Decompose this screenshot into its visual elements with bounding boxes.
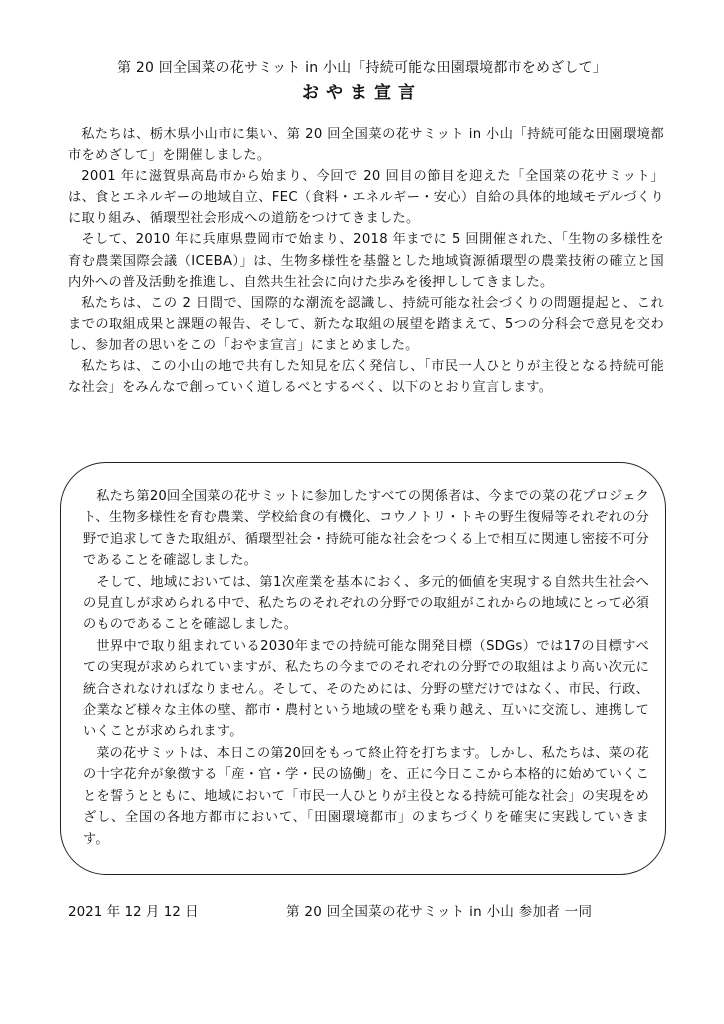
event-subtitle: 第 20 回全国菜の花サミット in 小山「持続可能な田園環境都市をめざして」 xyxy=(117,60,607,76)
document-header xyxy=(0,58,724,104)
intro-paragraph: そして、2010 年に兵庫県豊岡市で始まり、2018 年までに 5 回開催された、「生物の多様性を育む農業国際会議（ICEBA）」は、生物多様性を基盤とした地域資源循環型の農業技術の確立と国内外への普及活動を推進し、自然共生社会に向けた歩みを後押ししてきました。 xyxy=(68,232,664,290)
declaration-date: 2021 年 12 月 12 日 xyxy=(68,904,199,920)
intro-paragraph: 私たちは、この小山の地で共有した知見を広く発信し、「市民一人ひとりが主役となる持続可能な社会」をみんなで創っていく道しるべとするべく、以下のとおり宣言します。 xyxy=(68,359,664,396)
declaration-paragraph: そして、地域においては、第1次産業を基本におく、多元的価値を実現する自然共生社会への見直しが求められる中で、私たちのそれぞれの分野での取組がこれからの地域にとって必須のものであることを確認しました。 xyxy=(83,574,649,633)
intro-section xyxy=(68,124,664,398)
declaration-paragraph: 私たち第20回全国菜の花サミットに参加したすべての関係者は、今までの菜の花プロジェクト、生物多様性を育む農業、学校給食の有機化、コウノトリ・トキの野生復帰等それぞれの分野で追求してきた取組が、循環型社会・持続可能な社会をつくる上で相互に関連し密接不可分であることを確認しました。 xyxy=(83,489,649,569)
intro-paragraph: 私たちは、栃木県小山市に集い、第 20 回全国菜の花サミット in 小山「持続可能な田園環境都市をめざして」を開催しました。 xyxy=(68,127,664,164)
intro-paragraph: 2001 年に滋賀県高島市から始まり、今回で 20 回目の節目を迎えた「全国菜の花サミット」は、食とエネルギーの地域自立、FEC（食料・エネルギー・安心）自給の具体的地域モデルづくりに取り組み、循環型社会形成への道筋をつけてきました。 xyxy=(68,169,664,227)
declaration-paragraph: 世界中で取り組まれている2030年までの持続可能な開発目標（SDGs）では17の目標すべての実現が求められていますが、私たちの今までのそれぞれの分野での取組はより高い次元に統合されなければなりません。そして、そのためには、分野の壁だけではなく、市民、行政、企業など様々な主体の壁、都市・農村という地域の壁をも乗り越え、互いに交流し、連携していくことが求められます。 xyxy=(83,638,649,740)
declaration-section xyxy=(83,486,649,850)
signature-line: 第 20 回全国菜の花サミット in 小山 参加者 一同 xyxy=(286,904,593,920)
document-title: おやま宣言 xyxy=(302,83,422,103)
intro-paragraph: 私たちは、この 2 日間で、国際的な潮流を認識し、持続可能な社会づくりの問題提起と、これまでの取組成果と課題の報告、そして、新たな取組の展望を踏まえて、5つの分科会で意見を交わし、参加者の思いをこの「おやま宣言」にまとめました。 xyxy=(68,295,664,353)
declaration-paragraph: 菜の花サミットは、本日この第20回をもって終止符を打ちます。しかし、私たちは、菜の花の十字花弁が象徴する「産・官・学・民の協働」を、正に今日ここから本格的に始めていくことを誓うとともに、地域において「市民一人ひとりが主役となる持続可能な社会」の実現をめざし、全国の各地方都市において、「田園環境都市」のまちづくりを確実に実践していきます。 xyxy=(83,745,649,847)
